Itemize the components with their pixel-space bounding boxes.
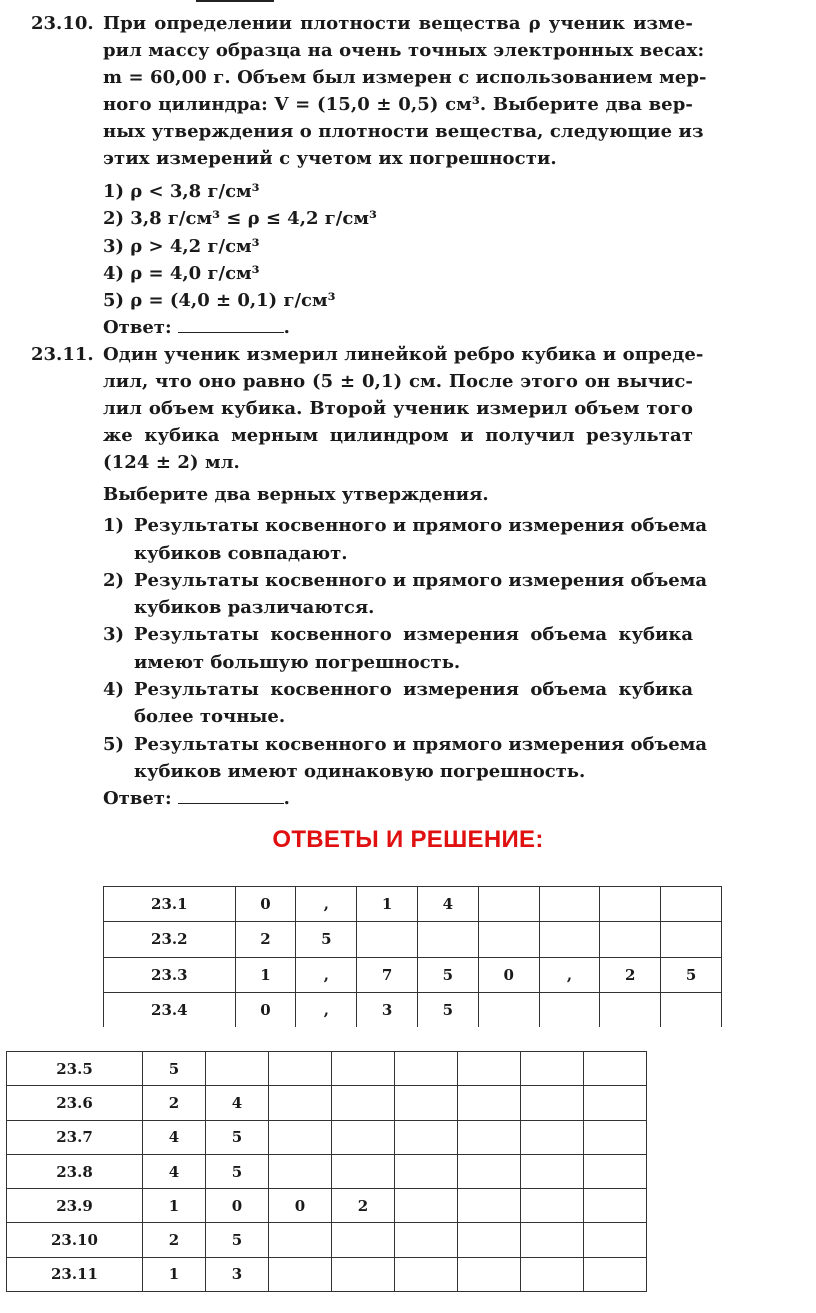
answer-label: Ответ:: [103, 317, 172, 339]
table-row: [7, 1154, 647, 1188]
answer-table-2: [6, 1051, 647, 1292]
option-item: 4) ρ = 4,0 г/см³: [103, 262, 260, 284]
answer-cell: 5: [206, 1120, 269, 1154]
answer-cell: 0: [206, 1189, 269, 1223]
answer-cell: [584, 1086, 647, 1120]
table-row: [7, 1189, 647, 1223]
answer-cell: [521, 1223, 584, 1257]
task-number-cell: 23.9: [7, 1189, 143, 1223]
option-number: 1): [103, 515, 125, 537]
answer-cell: [600, 992, 661, 1027]
answer-cell: 2: [235, 922, 296, 957]
answer-cell: 1: [235, 957, 296, 992]
task-number-cell: 23.1: [104, 887, 236, 922]
answer-cell: [395, 1120, 458, 1154]
answer-cell: [332, 1257, 395, 1291]
answer-cell: 4: [206, 1086, 269, 1120]
answer-cell: [458, 1052, 521, 1086]
table-row: [7, 1223, 647, 1257]
answer-cell: 1: [357, 887, 418, 922]
table-row: [104, 992, 722, 1027]
problem-number: 23.10.: [31, 13, 94, 34]
task-number-cell: 23.7: [7, 1120, 143, 1154]
answers-heading: ОТВЕТЫ И РЕШЕНИЕ:: [272, 826, 544, 853]
answer-cell: 5: [143, 1052, 206, 1086]
answer-cell: [458, 1257, 521, 1291]
answer-cell: 5: [296, 922, 357, 957]
answer-cell: [584, 1154, 647, 1188]
option-item: 2) 3,8 г/см³ ≤ ρ ≤ 4,2 г/см³: [103, 208, 377, 230]
option-number: 2): [103, 569, 125, 591]
answer-end: .: [283, 788, 290, 810]
answer-cell: [539, 992, 600, 1027]
task-number-cell: 23.3: [104, 957, 236, 992]
option-item: 1) ρ < 3,8 г/см³: [103, 181, 260, 202]
answer-cell: 5: [418, 957, 479, 992]
answer-cell: [584, 1120, 647, 1154]
answer-cell: 5: [206, 1154, 269, 1188]
answer-cell: [458, 1086, 521, 1120]
answer-cell: [269, 1257, 332, 1291]
table-row: [7, 1052, 647, 1086]
answer-cell: [584, 1052, 647, 1086]
answer-cell: 2: [143, 1086, 206, 1120]
answer-cell: [332, 1052, 395, 1086]
answer-cell: [269, 1154, 332, 1188]
task-number-cell: 23.5: [7, 1052, 143, 1086]
answer-cell: 4: [143, 1154, 206, 1188]
answer-cell: 2: [143, 1223, 206, 1257]
answer-cell: [661, 887, 722, 922]
answer-cell: [600, 887, 661, 922]
option-item: 5) ρ = (4,0 ± 0,1) г/см³: [103, 290, 336, 312]
answer-cell: 1: [143, 1257, 206, 1291]
text-line: лил объем кубика. Второй ученик измерил объем того: [103, 398, 693, 419]
text-line: же кубика мерным цилиндром и получил результат: [103, 425, 693, 446]
text-line: (124 ± 2) мл.: [103, 452, 240, 473]
answer-cell: [521, 1154, 584, 1188]
answer-cell: [458, 1189, 521, 1223]
answer-cell: [521, 1052, 584, 1086]
option-line: Результаты косвенного и прямого измерения объема: [134, 515, 708, 537]
answer-cell: [395, 1086, 458, 1120]
answer-cell: [600, 922, 661, 957]
option-number: 3): [103, 624, 125, 646]
answer-cell: 2: [332, 1189, 395, 1223]
task-number-cell: 23.10: [7, 1223, 143, 1257]
text-line: При определении плотности вещества ρ ученик изме-: [103, 13, 693, 34]
option-line: кубиков совпадают.: [134, 542, 348, 564]
option-line: кубиков имеют одинаковую погрешность.: [134, 760, 586, 782]
answer-cell: [661, 922, 722, 957]
answer-cell: [269, 1120, 332, 1154]
text-line: m = 60,00 г. Объем был измерен с использованием мер-: [103, 67, 707, 88]
table-row: [7, 1120, 647, 1154]
task-number-cell: 23.4: [104, 992, 236, 1027]
answer-cell: [539, 887, 600, 922]
answer-cell: [269, 1086, 332, 1120]
answer-cell: 0: [269, 1189, 332, 1223]
table-row: [7, 1086, 647, 1120]
answer-label: Ответ:: [103, 788, 172, 810]
answer-cell: [539, 922, 600, 957]
answer-cell: [418, 922, 479, 957]
text-line: Один ученик измерил линейкой ребро кубика и опреде-: [103, 344, 704, 365]
answer-cell: [269, 1052, 332, 1086]
option-line: Результаты косвенного и прямого измерения объема: [134, 569, 708, 591]
answer-cell: [521, 1257, 584, 1291]
task-number-cell: 23.11: [7, 1257, 143, 1291]
answer-cell: [395, 1223, 458, 1257]
answer-cell: 5: [418, 992, 479, 1027]
option-line: Результаты косвенного измерения объема кубика: [134, 679, 693, 701]
answer-cell: 7: [357, 957, 418, 992]
answer-cell: [395, 1052, 458, 1086]
option-line: имеют большую погрешность.: [134, 651, 461, 673]
task-number-cell: 23.6: [7, 1086, 143, 1120]
text-line: рил массу образца на очень точных электронных весах:: [103, 40, 705, 61]
answer-cell: ,: [296, 957, 357, 992]
answer-cell: [395, 1189, 458, 1223]
option-line: более точные.: [134, 706, 286, 728]
option-line: Результаты косвенного измерения объема кубика: [134, 624, 693, 646]
option-line: кубиков различаются.: [134, 597, 375, 619]
answer-cell: 5: [206, 1223, 269, 1257]
text-line: ного цилиндра: V = (15,0 ± 0,5) см³. Выберите два вер-: [103, 94, 693, 115]
answer-cell: [206, 1052, 269, 1086]
answer-cell: [478, 922, 539, 957]
answer-end: .: [283, 317, 290, 339]
answer-cell: 3: [206, 1257, 269, 1291]
answer-cell: 0: [235, 887, 296, 922]
answer-cell: 5: [661, 957, 722, 992]
answer-cell: 3: [357, 992, 418, 1027]
answer-cell: [521, 1189, 584, 1223]
text-line: лил, что оно равно (5 ± 0,1) см. После этого он вычис-: [103, 371, 693, 392]
answer-cell: [478, 992, 539, 1027]
answer-cell: [458, 1154, 521, 1188]
answer-cell: ,: [296, 992, 357, 1027]
answer-cell: [521, 1086, 584, 1120]
answer-cell: [332, 1154, 395, 1188]
answer-cell: [521, 1120, 584, 1154]
answer-cell: [661, 992, 722, 1027]
answer-cell: [458, 1223, 521, 1257]
answer-cell: [332, 1223, 395, 1257]
table-row: [7, 1257, 647, 1291]
task-number-cell: 23.8: [7, 1154, 143, 1188]
option-number: 5): [103, 733, 125, 755]
table-row: [104, 922, 722, 957]
table-row: [104, 957, 722, 992]
answer-cell: 4: [143, 1120, 206, 1154]
problem-number: 23.11.: [31, 344, 94, 365]
answer-cell: [478, 887, 539, 922]
answer-cell: 1: [143, 1189, 206, 1223]
answer-cell: [395, 1257, 458, 1291]
answer-cell: [458, 1120, 521, 1154]
prompt-text: Выберите два верных утверждения.: [103, 484, 489, 505]
answer-cell: 4: [418, 887, 479, 922]
answer-cell: ,: [539, 957, 600, 992]
answer-cell: [584, 1189, 647, 1223]
answer-table-1: [103, 886, 722, 1027]
table-row: [104, 887, 722, 922]
answer-cell: 0: [478, 957, 539, 992]
answer-cell: [395, 1154, 458, 1188]
answer-cell: [584, 1223, 647, 1257]
option-line: Результаты косвенного и прямого измерения объема: [134, 733, 708, 755]
text-line: ных утверждения о плотности вещества, следующие из: [103, 121, 704, 142]
answer-cell: [357, 922, 418, 957]
answer-cell: 0: [235, 992, 296, 1027]
answer-cell: [332, 1086, 395, 1120]
answer-cell: ,: [296, 887, 357, 922]
text-line: этих измерений с учетом их погрешности.: [103, 148, 557, 169]
answer-cell: [269, 1223, 332, 1257]
option-number: 4): [103, 679, 125, 701]
answer-cell: 2: [600, 957, 661, 992]
option-item: 3) ρ > 4,2 г/см³: [103, 235, 260, 257]
answer-cell: [584, 1257, 647, 1291]
answer-cell: [332, 1120, 395, 1154]
task-number-cell: 23.2: [104, 922, 236, 957]
